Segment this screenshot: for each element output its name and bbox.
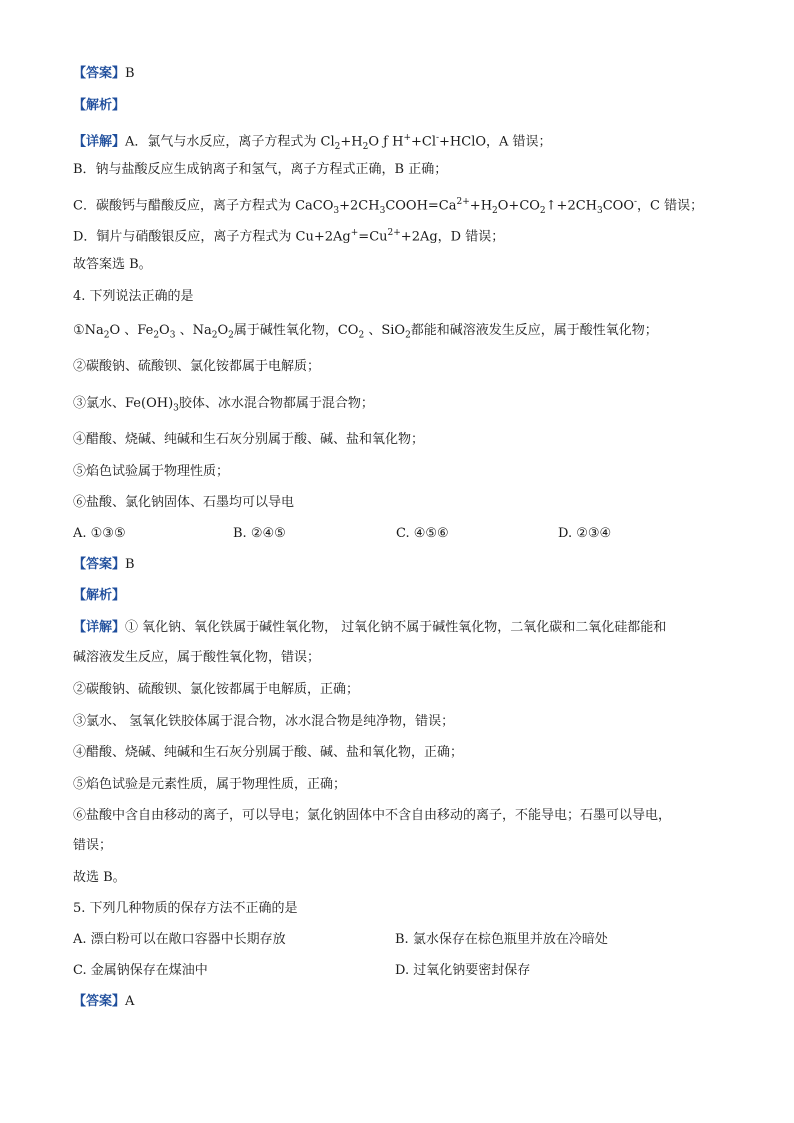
q4-statement-3: ③氯水、$Fe(OH)_3$胶体、冰水混合物都属于混合物； bbox=[73, 396, 374, 414]
q4-statement-1: $①Na_2O$ 、$Fe_2O_3$ 、$Na_2O_2$属于碱性氧化物，$CO_2$ 、SiO$_2$都能和碱溶液发生反应，属于酸性氧化物； bbox=[73, 323, 658, 341]
q4-stem: 4. 下列说法正确的是 bbox=[73, 289, 194, 304]
q3-detail-c: C．碳酸钙与醋酸反应，离子方程式为 $CaCO_3+2CH_3COOH=Ca^{2+}+H_2O+CO_2↑+2CH_3COO^-$，C 错误； bbox=[73, 197, 704, 216]
q4-option-b[interactable]: B. ②④⑤ bbox=[233, 526, 286, 541]
answer-tag: 【答案】 bbox=[73, 557, 126, 572]
q4-statement-4: ④醋酸、烧碱、纯碱和生石灰分别属于酸、碱、盐和氧化物； bbox=[73, 432, 425, 447]
q4-explain-4: ④醋酸、烧碱、纯碱和生石灰分别属于酸、碱、盐和氧化物，正确； bbox=[73, 745, 464, 760]
detail-tag: 【详解】 bbox=[73, 620, 126, 635]
q5-answer bbox=[73, 992, 734, 1012]
answer-value: A bbox=[125, 994, 135, 1009]
q4-statement-5: ⑤焰色试验属于物理性质； bbox=[73, 464, 230, 479]
q5-stem: 5. 下列几种物质的保存方法不正确的是 bbox=[73, 901, 298, 916]
q5-option-a[interactable]: A. 漂白粉可以在敞口容器中长期存放 bbox=[73, 932, 286, 947]
q3-answer bbox=[73, 64, 734, 84]
q3-detail-b: B．钠与盐酸反应生成钠离子和氢气，离子方程式正确，B 正确； bbox=[73, 162, 448, 177]
q4-explain-2: ②碳酸钠、硫酸钡、氯化铵都属于电解质，正确； bbox=[73, 682, 360, 697]
analysis-tag: 【解析】 bbox=[73, 588, 126, 603]
answer-value: B bbox=[125, 66, 135, 81]
q3-conclusion: 故答案选 B。 bbox=[73, 257, 152, 272]
q5-option-d[interactable]: D. 过氧化钠要密封保存 bbox=[395, 963, 531, 978]
q3-detail-d: D．铜片与硝酸银反应，离子方程式为 $Cu+2Ag^+=Cu^{2+}+2Ag$，D 错误； bbox=[73, 228, 505, 245]
q4-option-a[interactable]: A. ①③⑤ bbox=[73, 526, 126, 541]
q4-analysis-heading bbox=[73, 586, 734, 606]
q4-option-c[interactable]: C. ④⑤⑥ bbox=[396, 526, 449, 541]
q4-statement-2: ②碳酸钠、硫酸钡、氯化铵都属于电解质； bbox=[73, 359, 321, 374]
q4-explain-6: ⑥盐酸中含自由移动的离子，可以导电；氯化钠固体中不含自由移动的离子，不能导电；石墨可以导电， bbox=[73, 808, 672, 823]
q4-option-d[interactable]: D. ②③④ bbox=[558, 526, 612, 541]
answer-tag: 【答案】 bbox=[73, 994, 126, 1009]
q5-option-b[interactable]: B. 氯水保存在棕色瓶里并放在冷暗处 bbox=[395, 932, 608, 947]
q4-explain-1: 【详解】① 氧化钠、氧化铁属于碱性氧化物， 过氧化钠不属于碱性氧化物，二氧化碳和二氧化硅都能和 bbox=[73, 620, 667, 635]
q4-explain-6-cont: 错误； bbox=[73, 838, 113, 853]
q5-option-c[interactable]: C. 金属钠保存在煤油中 bbox=[73, 963, 208, 978]
q4-explain-5: ⑤焰色试验是元素性质，属于物理性质，正确； bbox=[73, 777, 347, 792]
detail-tag: 【详解】 bbox=[73, 134, 126, 150]
analysis-tag: 【解析】 bbox=[73, 98, 126, 113]
q4-explain-1-cont: 碱溶液发生反应，属于酸性氧化物，错误； bbox=[73, 650, 321, 665]
answer-tag: 【答案】 bbox=[73, 66, 126, 81]
q4-explain-3: ③氯水、 氢氧化铁胶体属于混合物，冰水混合物是纯净物，错误； bbox=[73, 714, 455, 729]
q3-detail-a: 【详解】A．氯气与水反应，离子方程式为 $Cl_2+H_2O$ ƒ H++Cl-+HClO，A 错误； bbox=[73, 133, 552, 152]
q4-conclusion: 故选 B。 bbox=[73, 870, 126, 885]
q4-answer bbox=[73, 555, 734, 575]
q3-analysis-heading bbox=[73, 96, 734, 116]
q4-statement-6: ⑥盐酸、氯化钠固体、石墨均可以导电 bbox=[73, 495, 295, 510]
answer-value: B bbox=[125, 557, 135, 572]
